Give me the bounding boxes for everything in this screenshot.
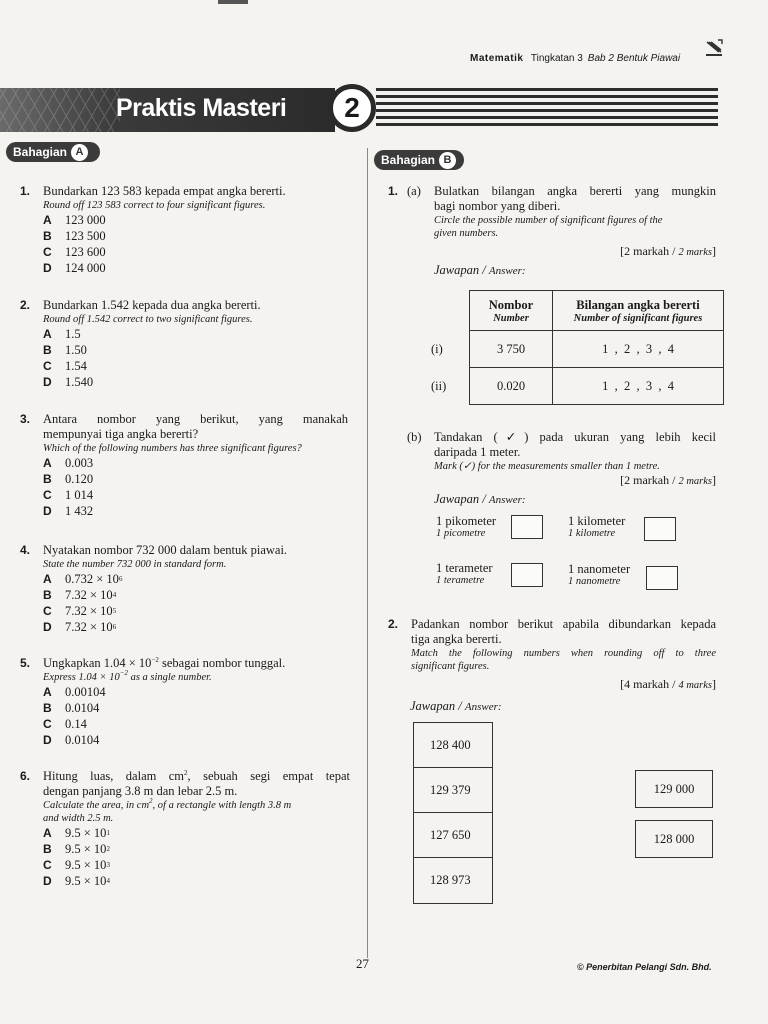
- publisher-credit: © Penerbitan Pelangi Sdn. Bhd.: [577, 962, 712, 972]
- question-number: 5.: [20, 656, 31, 670]
- sf-table-wrap: [427, 290, 724, 405]
- question-number: 2.: [20, 298, 31, 312]
- running-head: [470, 53, 680, 64]
- number-cell: 0.020: [470, 368, 553, 405]
- match-number[interactable]: 127 650: [414, 813, 492, 858]
- sf-choices[interactable]: 1 , 2 , 3 , 4: [553, 368, 724, 405]
- question-a2: [20, 298, 350, 390]
- option-c[interactable]: C 123 600: [43, 244, 106, 259]
- question-number: 1.: [388, 184, 399, 198]
- question-b2: [388, 617, 716, 715]
- chapter-label: Bab 2 Bentuk Piawai: [587, 53, 681, 64]
- question-a3: [20, 412, 348, 519]
- section-a-tag: [6, 142, 100, 162]
- checkbox-kilometer[interactable]: [644, 517, 676, 541]
- part-label: (b): [407, 430, 422, 444]
- question-text-ms-line1: Bulatkan bilangan angka bererti yang mungkin: [434, 184, 716, 198]
- question-text-en: Express $1.04 \times 10^{-2}$ as a single number.: [43, 669, 212, 683]
- option-d[interactable]: D 1 432: [43, 503, 94, 518]
- unit-kilometer: 1 kilometer 1 kilometre: [568, 514, 626, 539]
- question-text-en: Which of the following numbers has three significant figures?: [43, 443, 302, 454]
- question-text-ms-line2: dengan panjang 3.8 m dan lebar 2.5 m.: [43, 784, 238, 798]
- option-d[interactable]: D 7.32 × 10 6: [43, 619, 117, 634]
- option-b[interactable]: B 1.50: [43, 342, 87, 357]
- option-d[interactable]: D 1.540: [43, 374, 94, 389]
- header-number: Nombor Number: [470, 291, 553, 331]
- option-c[interactable]: C 9.5 × 10 3: [43, 857, 110, 872]
- question-text-ms: Nyatakan nombor 732 000 dalam bentuk piawai.: [43, 543, 288, 557]
- question-text-en-line1: Calculate the area, in $cm^2$, of a rectangle with length 3.8 m: [43, 797, 292, 811]
- option-c[interactable]: C 0.14: [43, 716, 87, 731]
- question-text-ms: Ungkapkan $1.04 \times 10^{-2}$ sebagai nombor tunggal.: [43, 656, 286, 670]
- match-number[interactable]: 128 400: [414, 723, 492, 768]
- match-number[interactable]: 128 973: [430, 873, 471, 887]
- option-a[interactable]: A 1.5: [43, 326, 81, 341]
- unit-pikometer: 1 pikometer 1 picometre: [436, 514, 497, 539]
- question-number: 4.: [20, 543, 31, 557]
- question-text-en: State the number 732 000 in standard form.: [43, 559, 227, 570]
- chapter-banner: [0, 84, 718, 136]
- question-text-ms: Bundarkan 123 583 kepada empat angka bererti.: [43, 184, 286, 198]
- question-text-ms-line2: tiga angka bererti.: [411, 632, 502, 646]
- question-b1b: [388, 430, 716, 508]
- marks-label: [2 markah / 2 marks]: [620, 473, 716, 487]
- section-a-label: Bahagian: [13, 145, 68, 159]
- number-cell: 3 750: [470, 331, 553, 368]
- question-text-ms-line1: Tandakan (✓) pada ukuran yang lebih kecil: [434, 430, 716, 444]
- question-text-en-line2: and width 2.5 m.: [43, 813, 114, 824]
- question-a1: [20, 184, 350, 276]
- question-number: 3.: [20, 412, 31, 426]
- section-a-letter: A: [71, 144, 88, 161]
- question-a4: [20, 543, 350, 635]
- option-b[interactable]: B 123 500: [43, 228, 106, 243]
- question-number: 2.: [388, 617, 399, 631]
- option-c[interactable]: C 1 014: [43, 487, 94, 502]
- section-b-label: Bahagian: [381, 153, 436, 167]
- question-b1a: [388, 184, 716, 279]
- page-number: 27: [356, 956, 369, 971]
- section-b-letter: B: [439, 152, 456, 169]
- question-number: 1.: [20, 184, 31, 198]
- answer-label: Jawapan / Answer:: [434, 263, 526, 277]
- option-d[interactable]: D 9.5 × 10 4: [43, 873, 110, 888]
- checkbox-nanometer[interactable]: [646, 566, 678, 590]
- question-text-en-line2: given numbers.: [434, 228, 499, 239]
- option-b[interactable]: B 0.0104: [43, 700, 100, 715]
- column-divider: [367, 148, 368, 958]
- table-row: (i) 3 750 1 , 2 , 3 , 4: [427, 331, 724, 368]
- question-text-ms-line2: daripada 1 meter.: [434, 445, 521, 459]
- question-text-en-line1: Match the following numbers when rounding off to three: [411, 648, 716, 659]
- option-b[interactable]: B 9.5 × 10 2: [43, 841, 110, 856]
- sf-choices[interactable]: 1 , 2 , 3 , 4: [553, 331, 724, 368]
- header-sig-figs: Bilangan angka bererti Number of significant figures: [553, 291, 724, 331]
- question-text-en-line2: significant figures.: [411, 661, 490, 672]
- part-label: (a): [407, 184, 421, 198]
- match-numbers: [413, 722, 493, 904]
- checkbox-pikometer[interactable]: [511, 515, 543, 539]
- form-label: Tingkatan 3: [530, 53, 583, 64]
- question-text-en: Round off 1.542 correct to two significant figures.: [43, 314, 253, 325]
- option-d[interactable]: D 0.0104: [43, 732, 100, 747]
- marks-label: [2 markah / 2 marks]: [620, 244, 716, 258]
- question-text-ms-line2: mempunyai tiga angka bererti?: [43, 427, 199, 441]
- question-a6: [20, 769, 350, 889]
- option-b[interactable]: B 0.120: [43, 471, 94, 486]
- option-b[interactable]: B 7.32 × 10 4: [43, 587, 117, 602]
- option-d[interactable]: D 124 000: [43, 260, 106, 275]
- marks-label: [4 markah / 4 marks]: [620, 677, 716, 691]
- option-c[interactable]: C 1.54: [43, 358, 87, 373]
- banner-title: Praktis Masteri: [116, 94, 287, 122]
- question-a5: [20, 656, 350, 748]
- subject-label: Matematik: [470, 53, 524, 64]
- question-text-ms-line2: bagi nombor yang diberi.: [434, 199, 561, 213]
- match-target[interactable]: 128 000: [635, 820, 713, 858]
- section-b-tag: [374, 150, 464, 170]
- option-c[interactable]: C 7.32 × 10 5: [43, 603, 117, 618]
- banner-hex-pattern: [0, 88, 120, 132]
- option-a[interactable]: A 0.003: [43, 455, 94, 470]
- option-a[interactable]: A 123 000: [43, 212, 106, 227]
- question-text-en: Mark (✓) for the measurements smaller than 1 metre.: [434, 461, 660, 472]
- question-text-ms-line1: Antara nombor yang berikut, yang manakah: [43, 412, 348, 426]
- top-edge-mark: [218, 0, 248, 4]
- unit-nanometer: 1 nanometer 1 nanometre: [568, 562, 631, 587]
- match-number[interactable]: 129 379: [414, 768, 492, 813]
- option-a[interactable]: A 9.5 × 10 1: [43, 825, 110, 840]
- table-row: (ii) 0.020 1 , 2 , 3 , 4: [427, 368, 724, 405]
- sf-table: [427, 290, 724, 405]
- checkbox-terameter[interactable]: [511, 563, 543, 587]
- option-a[interactable]: A 0.00104: [43, 684, 106, 699]
- banner-stripes: [376, 88, 718, 132]
- question-text-ms-line1: Padankan nombor berikut apabila dibundarkan kepada: [411, 617, 716, 631]
- option-a[interactable]: A 0.732 × 10 6: [43, 571, 123, 586]
- answer-label: Jawapan / Answer:: [410, 699, 502, 713]
- match-target[interactable]: 129 000: [635, 770, 713, 808]
- book-icon: [704, 38, 724, 58]
- banner-number: 2: [328, 84, 376, 132]
- question-text-en: Round off 123 583 correct to four significant figures.: [43, 200, 266, 211]
- question-number: 6.: [20, 769, 31, 783]
- question-text-en-line1: Circle the possible number of significant figures of the: [434, 215, 663, 226]
- answer-label: Jawapan / Answer:: [434, 492, 526, 506]
- question-text-ms: Bundarkan 1.542 kepada dua angka bererti.: [43, 298, 261, 312]
- unit-terameter: 1 terameter 1 terametre: [436, 561, 493, 586]
- question-text-ms-line1: Hitung luas, dalam $cm^2$, sebuah segi empat tepat: [43, 769, 351, 783]
